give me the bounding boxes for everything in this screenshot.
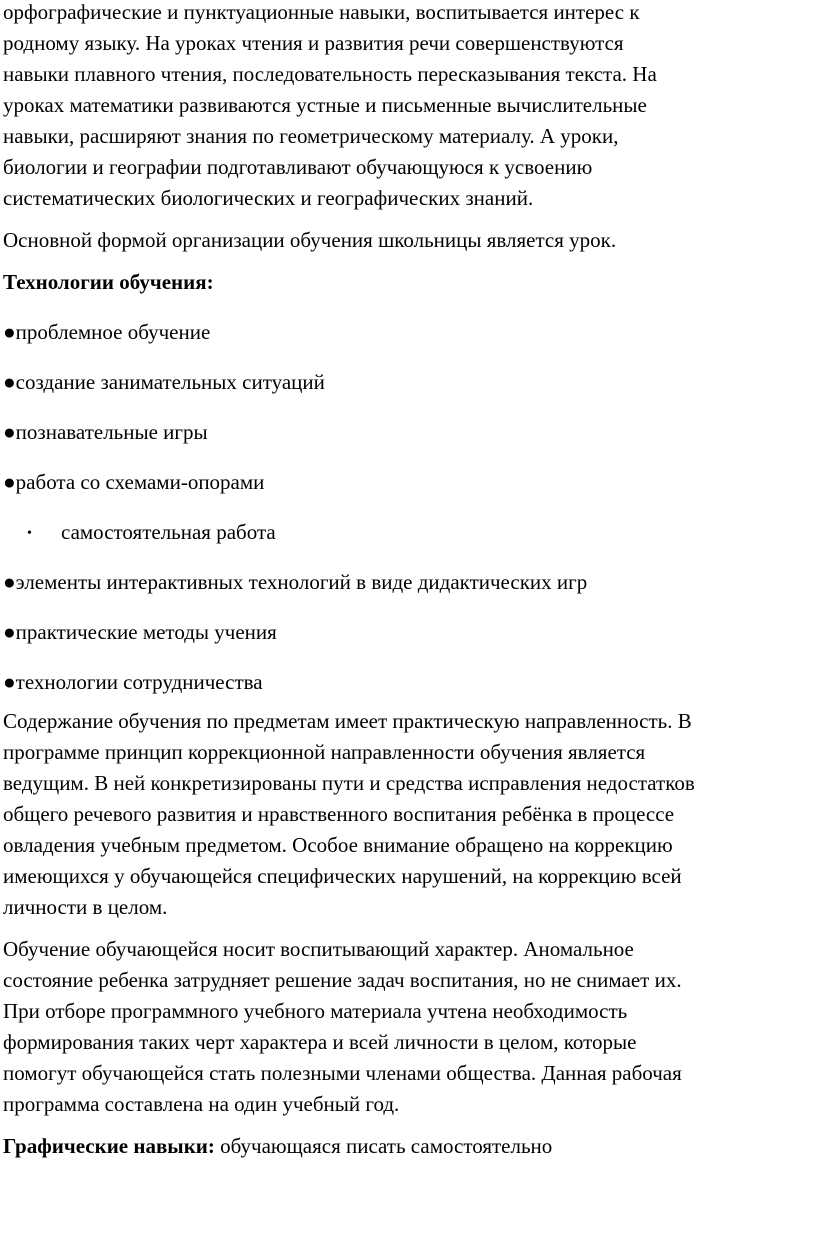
intro-line: навыки, расширяют знания по геометрическому материалу. А уроки, [3, 124, 619, 148]
list-item: ●технологии сотрудничества [3, 670, 263, 694]
list-item: ●работа со схемами-опорами [3, 470, 265, 494]
intro-line: систематических биологических и географических знаний. [3, 186, 534, 210]
education-line: помогут обучающейся стать полезными членами общества. Данная рабочая [3, 1061, 682, 1085]
intro-line: орфографические и пунктуационные навыки, воспитывается интерес к [3, 0, 640, 24]
education-line: программа составлена на один учебный год. [3, 1092, 400, 1116]
graphic-skills-label: Графические навыки: [3, 1134, 215, 1158]
education-line: состояние ребенка затрудняет решение задач воспитания, но не снимает их. [3, 968, 682, 992]
education-paragraph [3, 934, 815, 1120]
bullet-icon: • [27, 526, 32, 541]
content-paragraph [3, 706, 815, 923]
technologies-heading: Технологии обучения: [3, 270, 214, 294]
graphic-skills-paragraph [3, 1131, 815, 1162]
intro-line: биологии и географии подготавливают обучающуюся к усвоению [3, 155, 593, 179]
content-line: ведущим. В ней конкретизированы пути и средства исправления недостатков [3, 771, 695, 795]
intro-line: уроках математики развиваются устные и письменные вычислительные [3, 93, 647, 117]
content-line: общего речевого развития и нравственного воспитания ребёнка в процессе [3, 802, 675, 826]
list-item: ●познавательные игры [3, 420, 208, 444]
document-page [3, 0, 815, 1162]
content-line: имеющихся у обучающейся специфических нарушений, на коррекцию всей [3, 864, 682, 888]
list-item: ●создание занимательных ситуаций [3, 370, 325, 394]
content-line: программе принцип коррекционной направленности обучения является [3, 740, 646, 764]
intro-paragraph [3, 0, 815, 214]
technologies-list [3, 317, 815, 698]
graphic-skills-text: обучающаяся писать самостоятельно [214, 1134, 553, 1158]
main-form-paragraph: Основной формой организации обучения школьницы является урок. [3, 228, 617, 252]
content-line: овладения учебным предметом. Особое внимание обращено на коррекцию [3, 833, 673, 857]
list-item: ●элементы интерактивных технологий в виде дидактических игр [3, 570, 588, 594]
education-line: Обучение обучающейся носит воспитывающий характер. Аномальное [3, 937, 634, 961]
list-item: ●проблемное обучение [3, 320, 211, 344]
education-line: При отборе программного учебного материала учтена необходимость [3, 999, 628, 1023]
list-item-text: самостоятельная работа [61, 520, 276, 544]
list-item: ●практические методы учения [3, 620, 277, 644]
education-line: формирования таких черт характера и всей личности в целом, которые [3, 1030, 637, 1054]
list-item [3, 517, 815, 548]
intro-line: навыки плавного чтения, последовательность пересказывания текста. На [3, 62, 657, 86]
content-line: личности в целом. [3, 895, 168, 919]
content-line: Содержание обучения по предметам имеет практическую направленность. В [3, 709, 692, 733]
intro-line: родному языку. На уроках чтения и развития речи совершенствуются [3, 31, 624, 55]
